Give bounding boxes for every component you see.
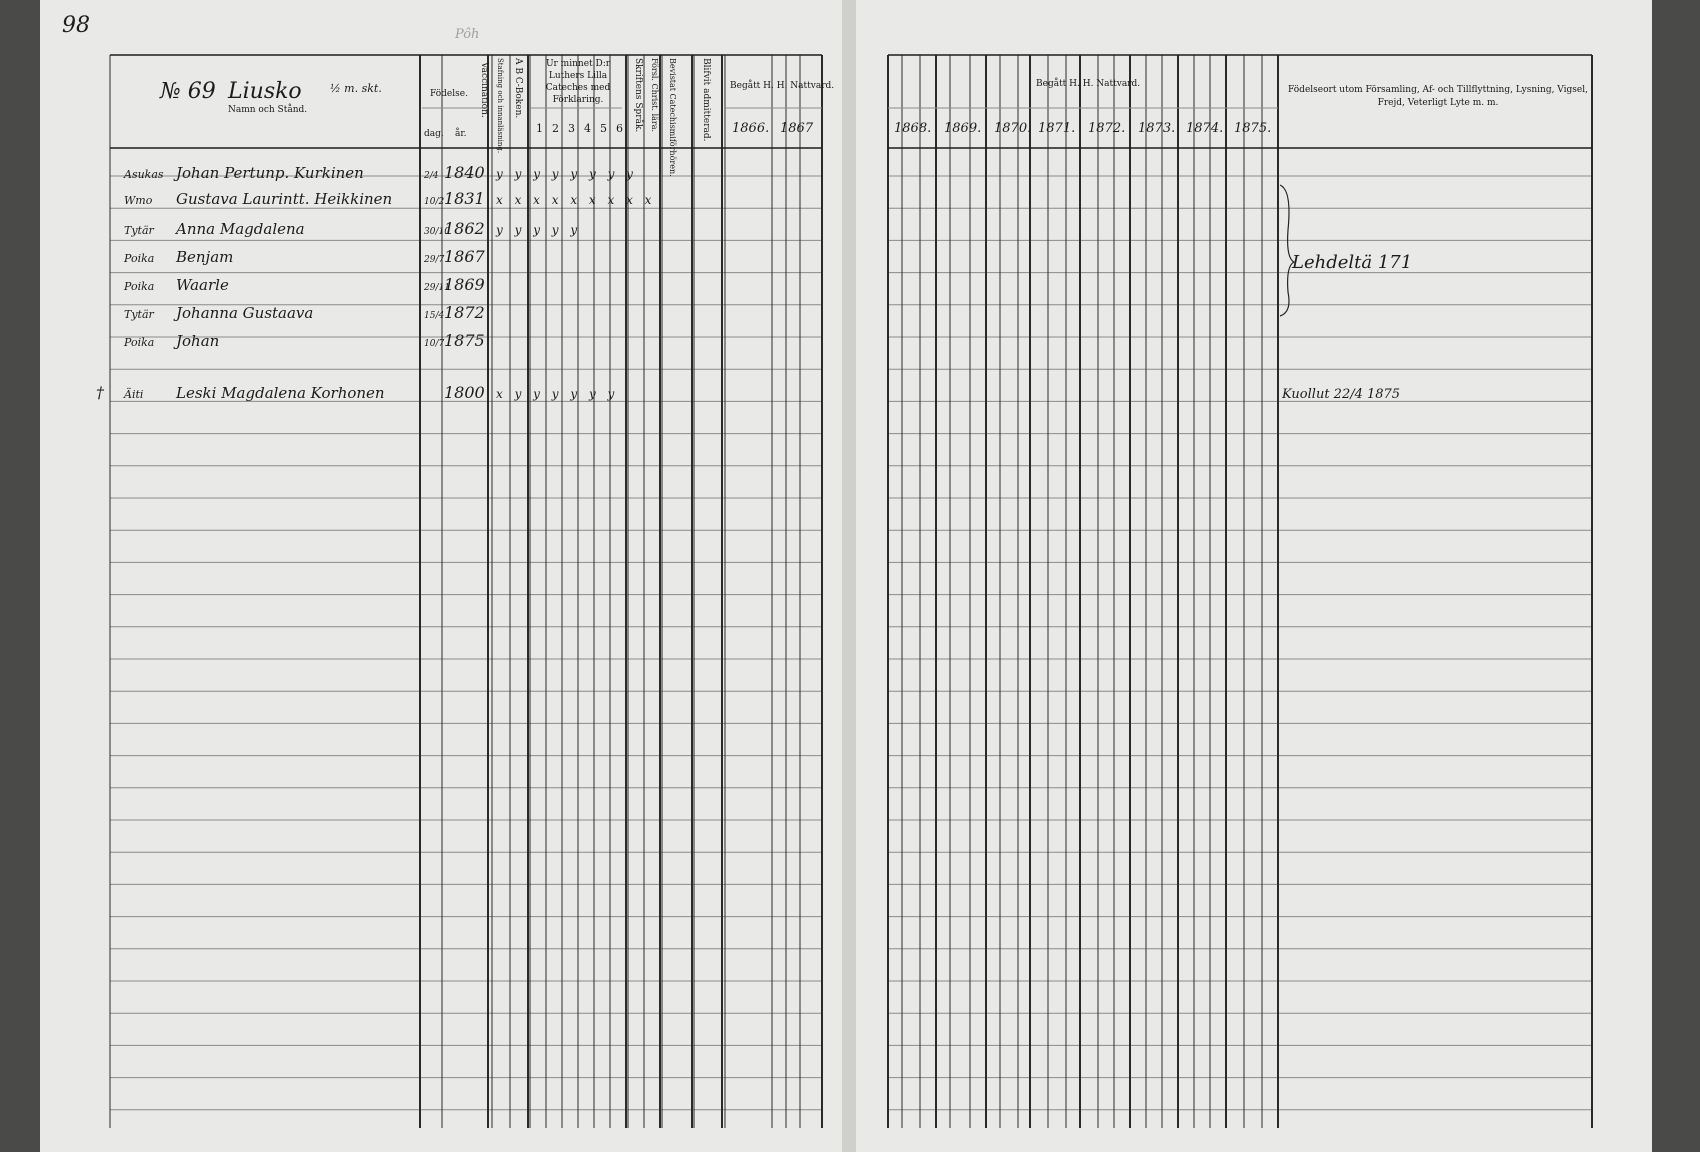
- knowledge-marks: y y y y y: [496, 223, 582, 237]
- admitted-header: Blifvit admitterad.: [701, 58, 711, 142]
- proven-header: Bevistat Catechismiförhören.: [668, 58, 677, 177]
- year-1869: 1869.: [944, 121, 982, 136]
- year-1874: 1874.: [1186, 121, 1224, 136]
- birth-year: 1840: [444, 163, 485, 182]
- abc-header: A B C-Boken.: [513, 58, 523, 119]
- birth-year: 1872: [444, 303, 485, 322]
- person-name: Gustava Laurintt. Heikkinen: [176, 190, 393, 208]
- catechism-col-3: 3: [568, 122, 575, 135]
- person-name: Johanna Gustaava: [176, 304, 314, 322]
- birth-day: 29/11: [424, 283, 450, 293]
- birth-year: 1831: [444, 189, 485, 208]
- birth-day: 2/4: [424, 171, 439, 181]
- year-1875: 1875.: [1234, 121, 1272, 136]
- knowledge-marks: x x x x x x x x x: [496, 193, 656, 207]
- birth-year: 1800: [444, 383, 485, 402]
- birth-day: 10/7: [424, 339, 445, 349]
- year-1873: 1873.: [1138, 121, 1176, 136]
- person-name: Leski Magdalena Korhonen: [176, 384, 385, 402]
- person-role: Poika: [124, 252, 155, 265]
- sins-header: Skriftens Språk.: [633, 58, 643, 133]
- household-note: ½ m. skt.: [330, 82, 382, 95]
- faint-pencil-mark: Pôh: [455, 27, 480, 42]
- person-name: Benjam: [176, 248, 234, 266]
- person-role: Tytär: [124, 308, 154, 321]
- year-1866: 1866.: [732, 121, 770, 136]
- death-cross: †: [96, 383, 104, 402]
- birth-year: 1869: [444, 275, 485, 294]
- birth-day: 15/4: [424, 311, 445, 321]
- birth-day-header: dag.: [424, 129, 444, 139]
- household-number: № 69: [160, 79, 216, 104]
- knowledge-marks: x y y y y y y: [496, 387, 619, 401]
- name-caption: Namn och Stånd.: [228, 105, 308, 115]
- reading-header: Stafning och innanläsning.: [496, 58, 504, 154]
- catechism-col-5: 5: [600, 122, 607, 135]
- right-page: [852, 0, 1652, 1152]
- page-number: 98: [62, 13, 90, 38]
- birth-day: 10/2: [424, 197, 445, 207]
- person-role: Tytär: [124, 224, 154, 237]
- birth-day: 30/10: [424, 227, 450, 237]
- year-1868: 1868.: [894, 121, 932, 136]
- year-1870: 1870.: [994, 121, 1032, 136]
- remark-kuollut: Kuollut 22/4 1875: [1282, 387, 1401, 402]
- person-role: Poika: [124, 336, 155, 349]
- remark-lehdelta: Lehdeltä 171: [1292, 252, 1413, 273]
- year-1872: 1872.: [1088, 121, 1126, 136]
- catechism-header: Ur minnet D:r Luthers Lilla Cateches med Förklaring.: [545, 59, 611, 105]
- year-1867: 1867: [780, 121, 814, 136]
- christ-header: Försl. Christ. lära.: [650, 58, 659, 133]
- communion-header-right: Begått H. H. Nattvard.: [1036, 79, 1141, 89]
- person-name: Waarle: [176, 276, 229, 294]
- catechism-col-1: 1: [536, 122, 543, 135]
- vaccination-header: Vaccination.: [479, 62, 489, 118]
- catechism-col-4: 4: [584, 122, 591, 135]
- birth-year: 1875: [444, 331, 485, 350]
- person-name: Johan: [176, 332, 220, 350]
- catechism-col-2: 2: [552, 122, 559, 135]
- remarks-header: Födelseort utom Församling, Af- och Tillflyttning, Lysning, Vigsel, Frejd, Veterligt Lyte m. m.: [1288, 85, 1588, 108]
- person-role: Asukas: [124, 168, 164, 181]
- birth-year: 1867: [444, 247, 485, 266]
- person-role: Wmo: [124, 194, 153, 207]
- person-name: Anna Magdalena: [176, 220, 305, 238]
- person-role: Äiti: [124, 388, 144, 401]
- birth-year-header: år.: [455, 129, 467, 139]
- birth-day: 29/7: [424, 255, 445, 265]
- knowledge-marks: y y y y y y y y: [496, 167, 637, 181]
- household-name: Liusko: [228, 79, 302, 104]
- catechism-col-6: 6: [616, 122, 623, 135]
- person-name: Johan Pertunp. Kurkinen: [176, 164, 364, 182]
- year-1871: 1871.: [1038, 121, 1076, 136]
- communion-header-left: Begått H. H. Nattvard.: [730, 81, 835, 91]
- birth-year: 1862: [444, 219, 485, 238]
- birth-header: Födelse.: [430, 89, 468, 99]
- book-spine: [842, 0, 856, 1152]
- person-role: Poika: [124, 280, 155, 293]
